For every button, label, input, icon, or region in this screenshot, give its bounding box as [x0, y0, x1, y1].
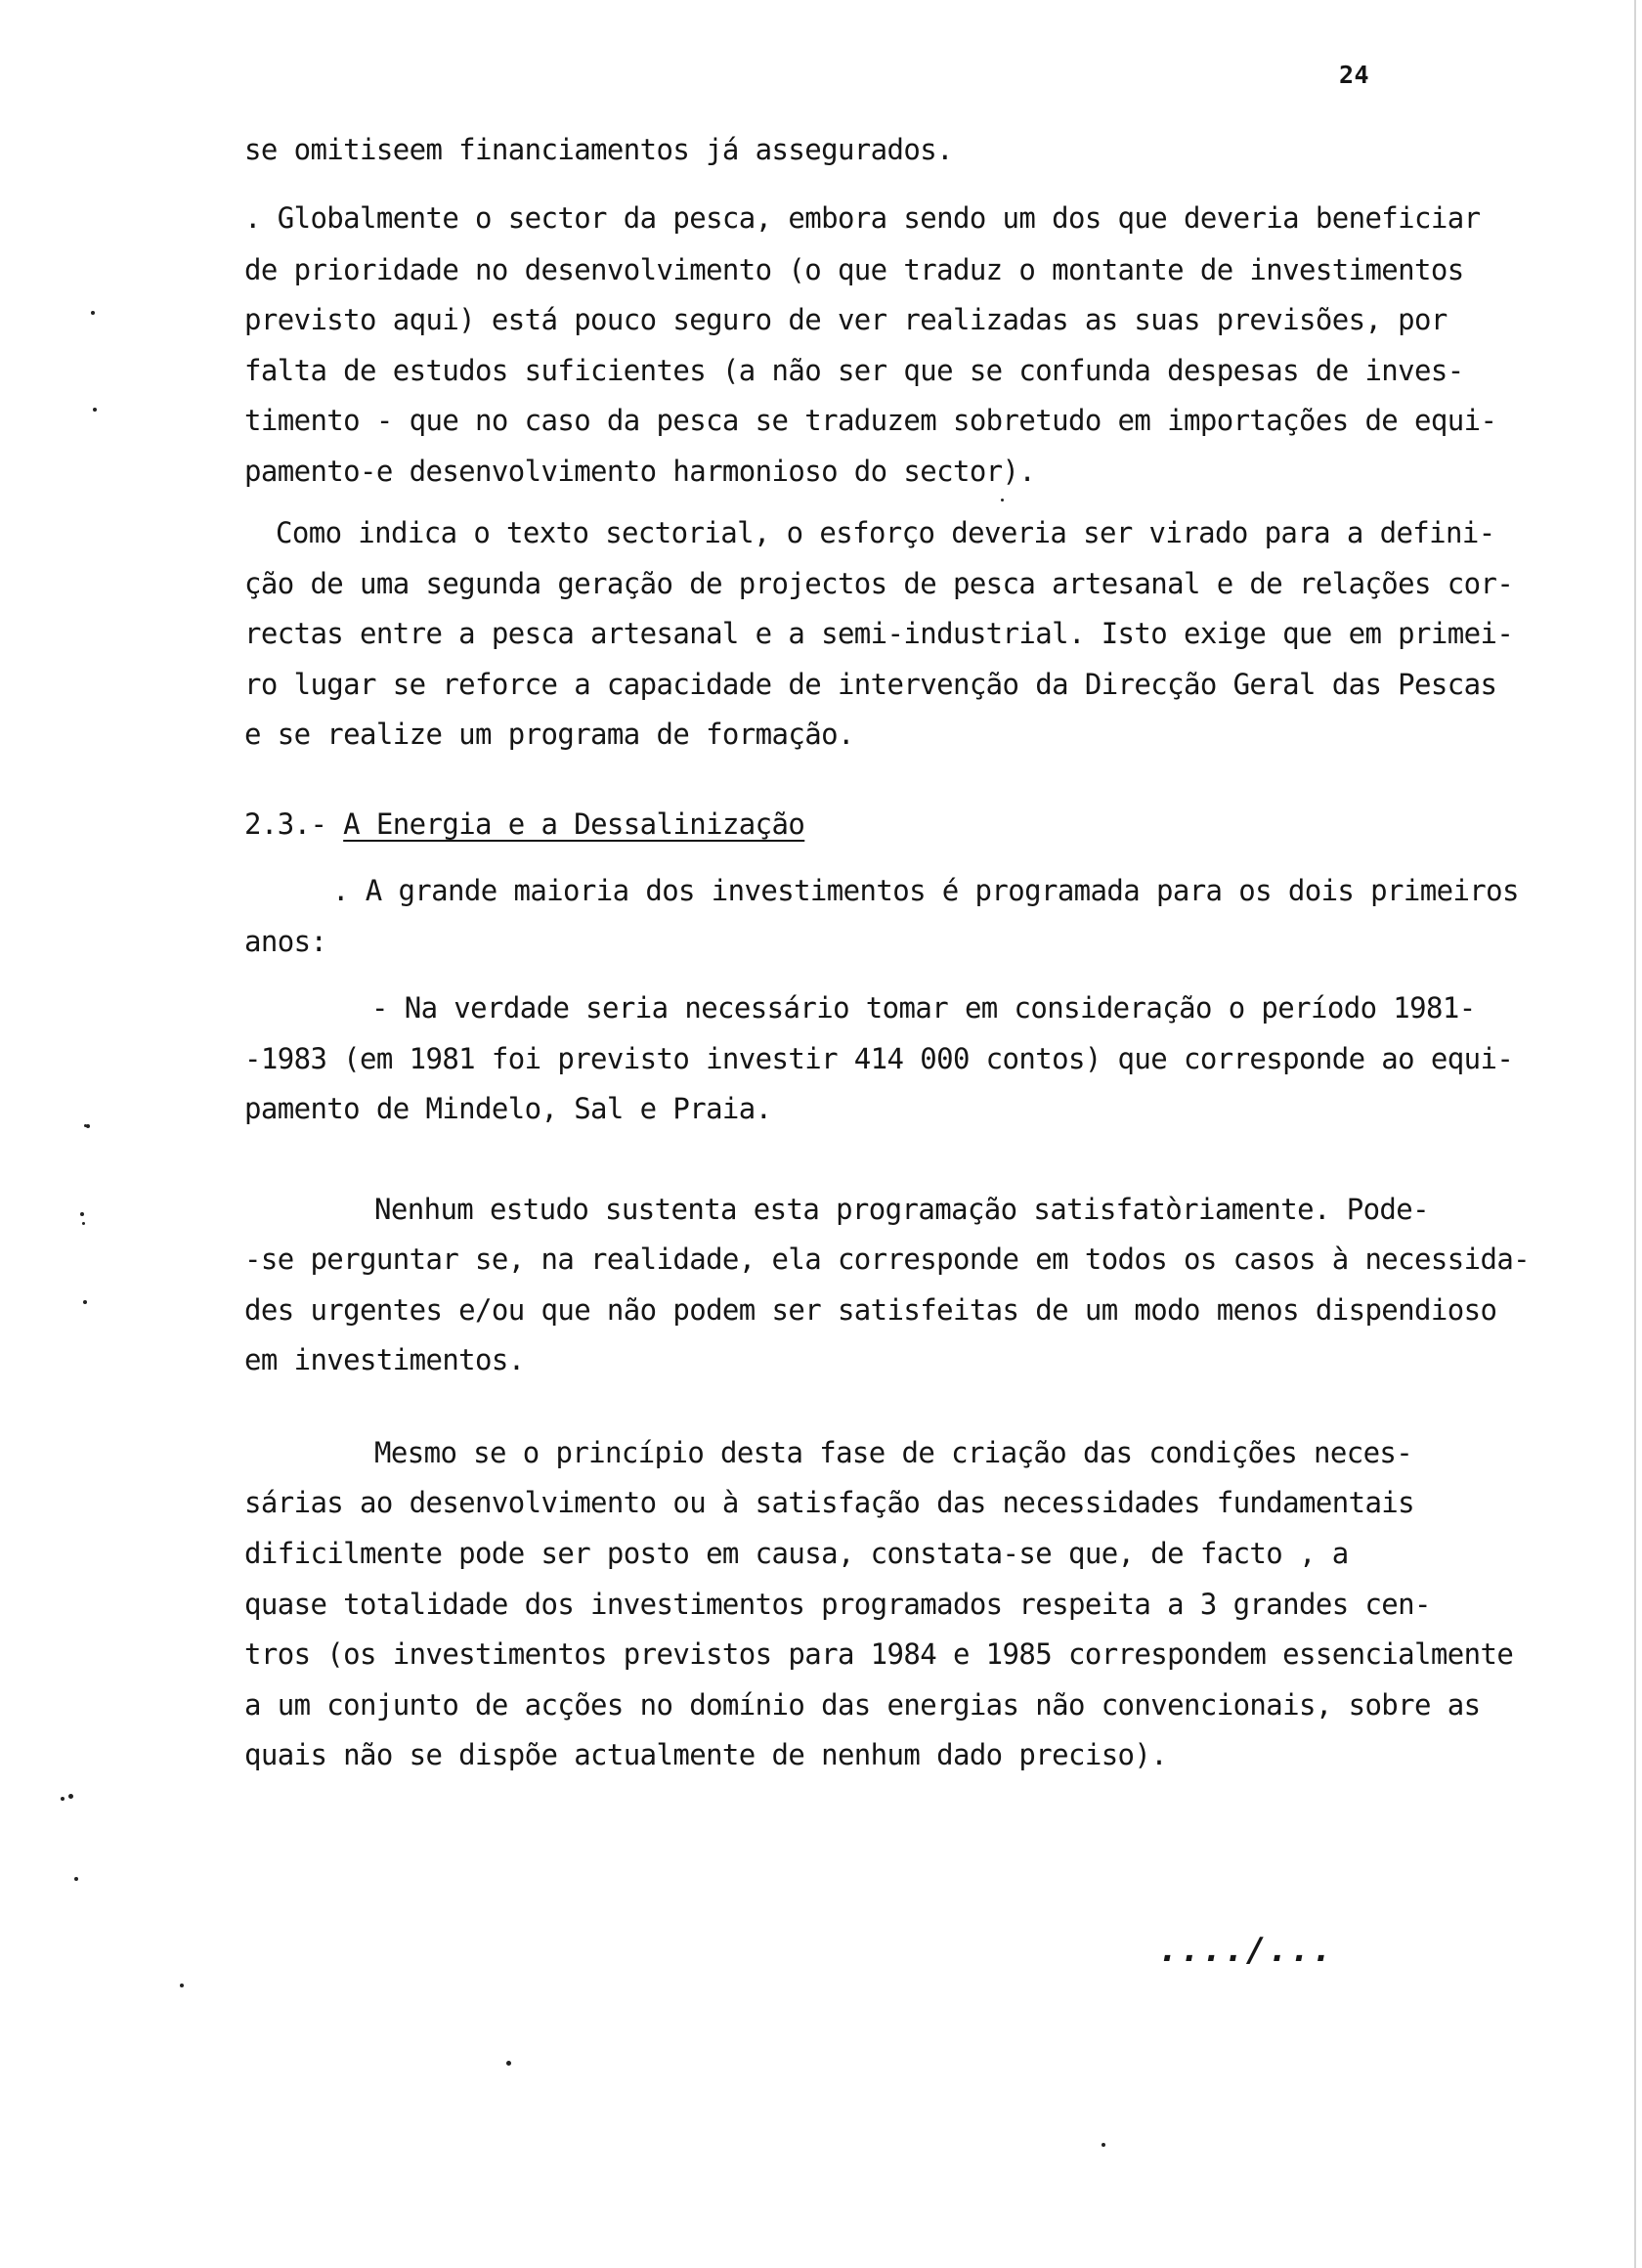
scan-speck: [82, 1222, 85, 1225]
text-line: se omitiseem financiamentos já assegurados.: [244, 133, 953, 166]
scan-speck: [61, 1797, 65, 1801]
text-line: Nenhum estudo sustenta esta programação satisfatòriamente. Pode-: [374, 1193, 1430, 1226]
text-line: des urgentes e/ou que não podem ser satisfeitas de um modo menos dispendioso: [244, 1293, 1497, 1327]
text-line: quase totalidade dos investimentos programados respeita a 3 grandes cen-: [244, 1588, 1431, 1621]
text-line: tros (os investimentos previstos para 1984 e 1985 correspondem essencialmente: [244, 1637, 1514, 1671]
text-line: . A grande maioria dos investimentos é programada para os dois primeiros: [332, 874, 1519, 907]
scan-speck: [83, 1300, 87, 1304]
text-line: Como indica o texto sectorial, o esforço deveria ser virado para a defini-: [276, 516, 1495, 549]
section-heading: [244, 807, 804, 841]
scan-speck: [1102, 2143, 1105, 2147]
text-line: rectas entre a pesca artesanal e a semi-industrial. Isto exige que em primei-: [244, 617, 1514, 650]
text-line: -se perguntar se, na realidade, ela corresponde em todos os casos à necessida-: [244, 1243, 1531, 1276]
scan-speck: [91, 311, 95, 315]
text-line: quais não se dispõe actualmente de nenhum dado preciso).: [244, 1738, 1168, 1771]
text-line: falta de estudos suficientes (a não ser que se confunda despesas de inves-: [244, 354, 1464, 387]
text-line: a um conjunto de acções no domínio das energias não convencionais, sobre as: [244, 1688, 1481, 1722]
text-line: ro lugar se reforce a capacidade de intervenção da Direcção Geral das Pescas: [244, 668, 1497, 701]
scan-speck: [506, 2061, 511, 2066]
continued-mark: ..../...: [1158, 1931, 1334, 1970]
text-line: - Na verdade seria necessário tomar em consideração o período 1981-: [371, 991, 1476, 1025]
scan-speck: [74, 1877, 78, 1881]
text-line: dificilmente pode ser posto em causa, constata-se que, de facto , a: [244, 1537, 1349, 1570]
scan-speck: [68, 1794, 73, 1799]
text-line: sárias ao desenvolvimento ou à satisfação das necessidades fundamentais: [244, 1486, 1415, 1519]
scan-speck: [1001, 499, 1004, 502]
text-line: pamento-e desenvolvimento harmonioso do sector).: [244, 455, 1036, 488]
text-line: em investimentos.: [244, 1343, 525, 1376]
text-line: ção de uma segunda geração de projectos de pesca artesanal e de relações cor-: [244, 567, 1514, 600]
section-title: A Energia e a Dessalinização: [343, 807, 805, 841]
section-number: 2.3.-: [244, 807, 344, 841]
text-line: -1983 (em 1981 foi previsto investir 414 000 contos) que corresponde ao equi-: [244, 1042, 1514, 1075]
page-number: 24: [1339, 61, 1370, 89]
text-line: e se realize um programa de formação.: [244, 718, 854, 751]
text-line: anos:: [244, 925, 327, 958]
text-line: . Globalmente o sector da pesca, embora sendo um dos que deveria beneficiar: [244, 201, 1481, 235]
text-line: Mesmo se o princípio desta fase de criação das condições neces-: [374, 1436, 1413, 1469]
scan-edge: [1634, 0, 1636, 2268]
scan-speck: [84, 1124, 87, 1127]
text-line: pamento de Mindelo, Sal e Praia.: [244, 1092, 772, 1125]
text-line: previsto aqui) está pouco seguro de ver realizadas as suas previsões, por: [244, 303, 1448, 336]
scan-speck: [93, 408, 97, 412]
scan-speck: [180, 1984, 184, 1987]
scan-speck: [80, 1212, 84, 1216]
text-line: timento - que no caso da pesca se traduzem sobretudo em importações de equi-: [244, 404, 1497, 437]
text-line: de prioridade no desenvolvimento (o que traduz o montante de investimentos: [244, 253, 1464, 286]
